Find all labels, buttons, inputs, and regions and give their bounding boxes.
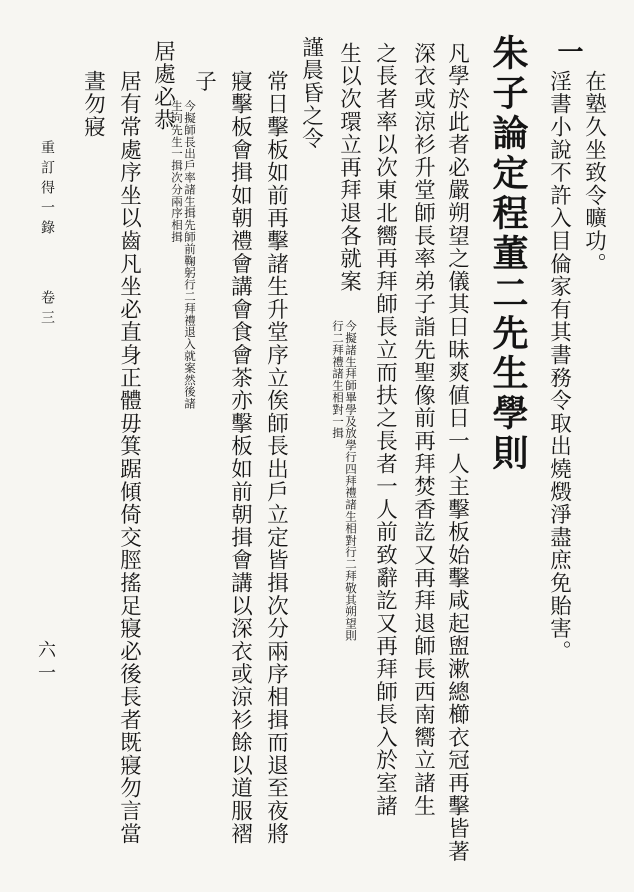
page-number: 六一	[35, 640, 56, 686]
rule3-heading: 居處必恭	[150, 40, 176, 132]
rule2-note: 今擬師長出戶率諸生揖先師前鞠躬行二拜禮退入就案然後諸生向先生一揖次分兩序相揖	[170, 100, 197, 410]
book-title: 重訂得一錄	[39, 140, 55, 240]
rule1-line-4: 生以次環立再拜退各就案	[336, 42, 362, 293]
rule2-line-1: 常日擊板如前再擊諸生升堂序立俟師長出戶立定皆揖次分兩序相揖而退至夜將	[263, 70, 289, 846]
rule1-line-1: 凡學於此者必嚴朔望之儀其日昧爽値日一人主擊板始擊咸起盥漱總櫛衣冠再擊皆著	[444, 42, 470, 863]
rule2-line-3: 子	[191, 70, 217, 93]
intro-line-1: 在塾久坐致令曠功。	[581, 70, 607, 276]
rule1-note: 今擬諸生拜師畢學及放學行四拜禮諸生相對行二拜敬其朔望則行二拜禮諸生相對一揖	[331, 320, 358, 642]
rule3-line-1: 居有常處序坐以齒凡坐必直身正體毋箕踞傾倚交脛搖足寢必後長者既寢勿言當	[116, 70, 142, 846]
section-marker: 一	[553, 38, 583, 64]
rule3-line-2: 晝勿寢	[80, 70, 106, 139]
section-title: 朱子論定程董二先生學則	[487, 34, 529, 474]
intro-line-2: 淫書小說不許入目倫家有其書務令取出燒燬淨盡庶免貽害。	[546, 70, 572, 663]
rule1-line-3: 之長者率以次東北嚮再拜師長立而扶之長者一人前致辭訖又再拜師長入於室諸	[372, 42, 398, 818]
volume-label: 卷三	[39, 290, 55, 330]
rule2-line-2: 寢擊板會揖如朝禮會講會食會茶亦擊板如前朝揖會講以深衣或涼衫餘以道服褶	[227, 70, 253, 846]
rule1-line-2: 深衣或涼衫升堂師長率弟子詣先聖像前再拜焚香訖又再拜退師長西南嚮立諸生	[410, 42, 436, 818]
rule2-heading: 謹晨昏之令	[298, 36, 324, 150]
